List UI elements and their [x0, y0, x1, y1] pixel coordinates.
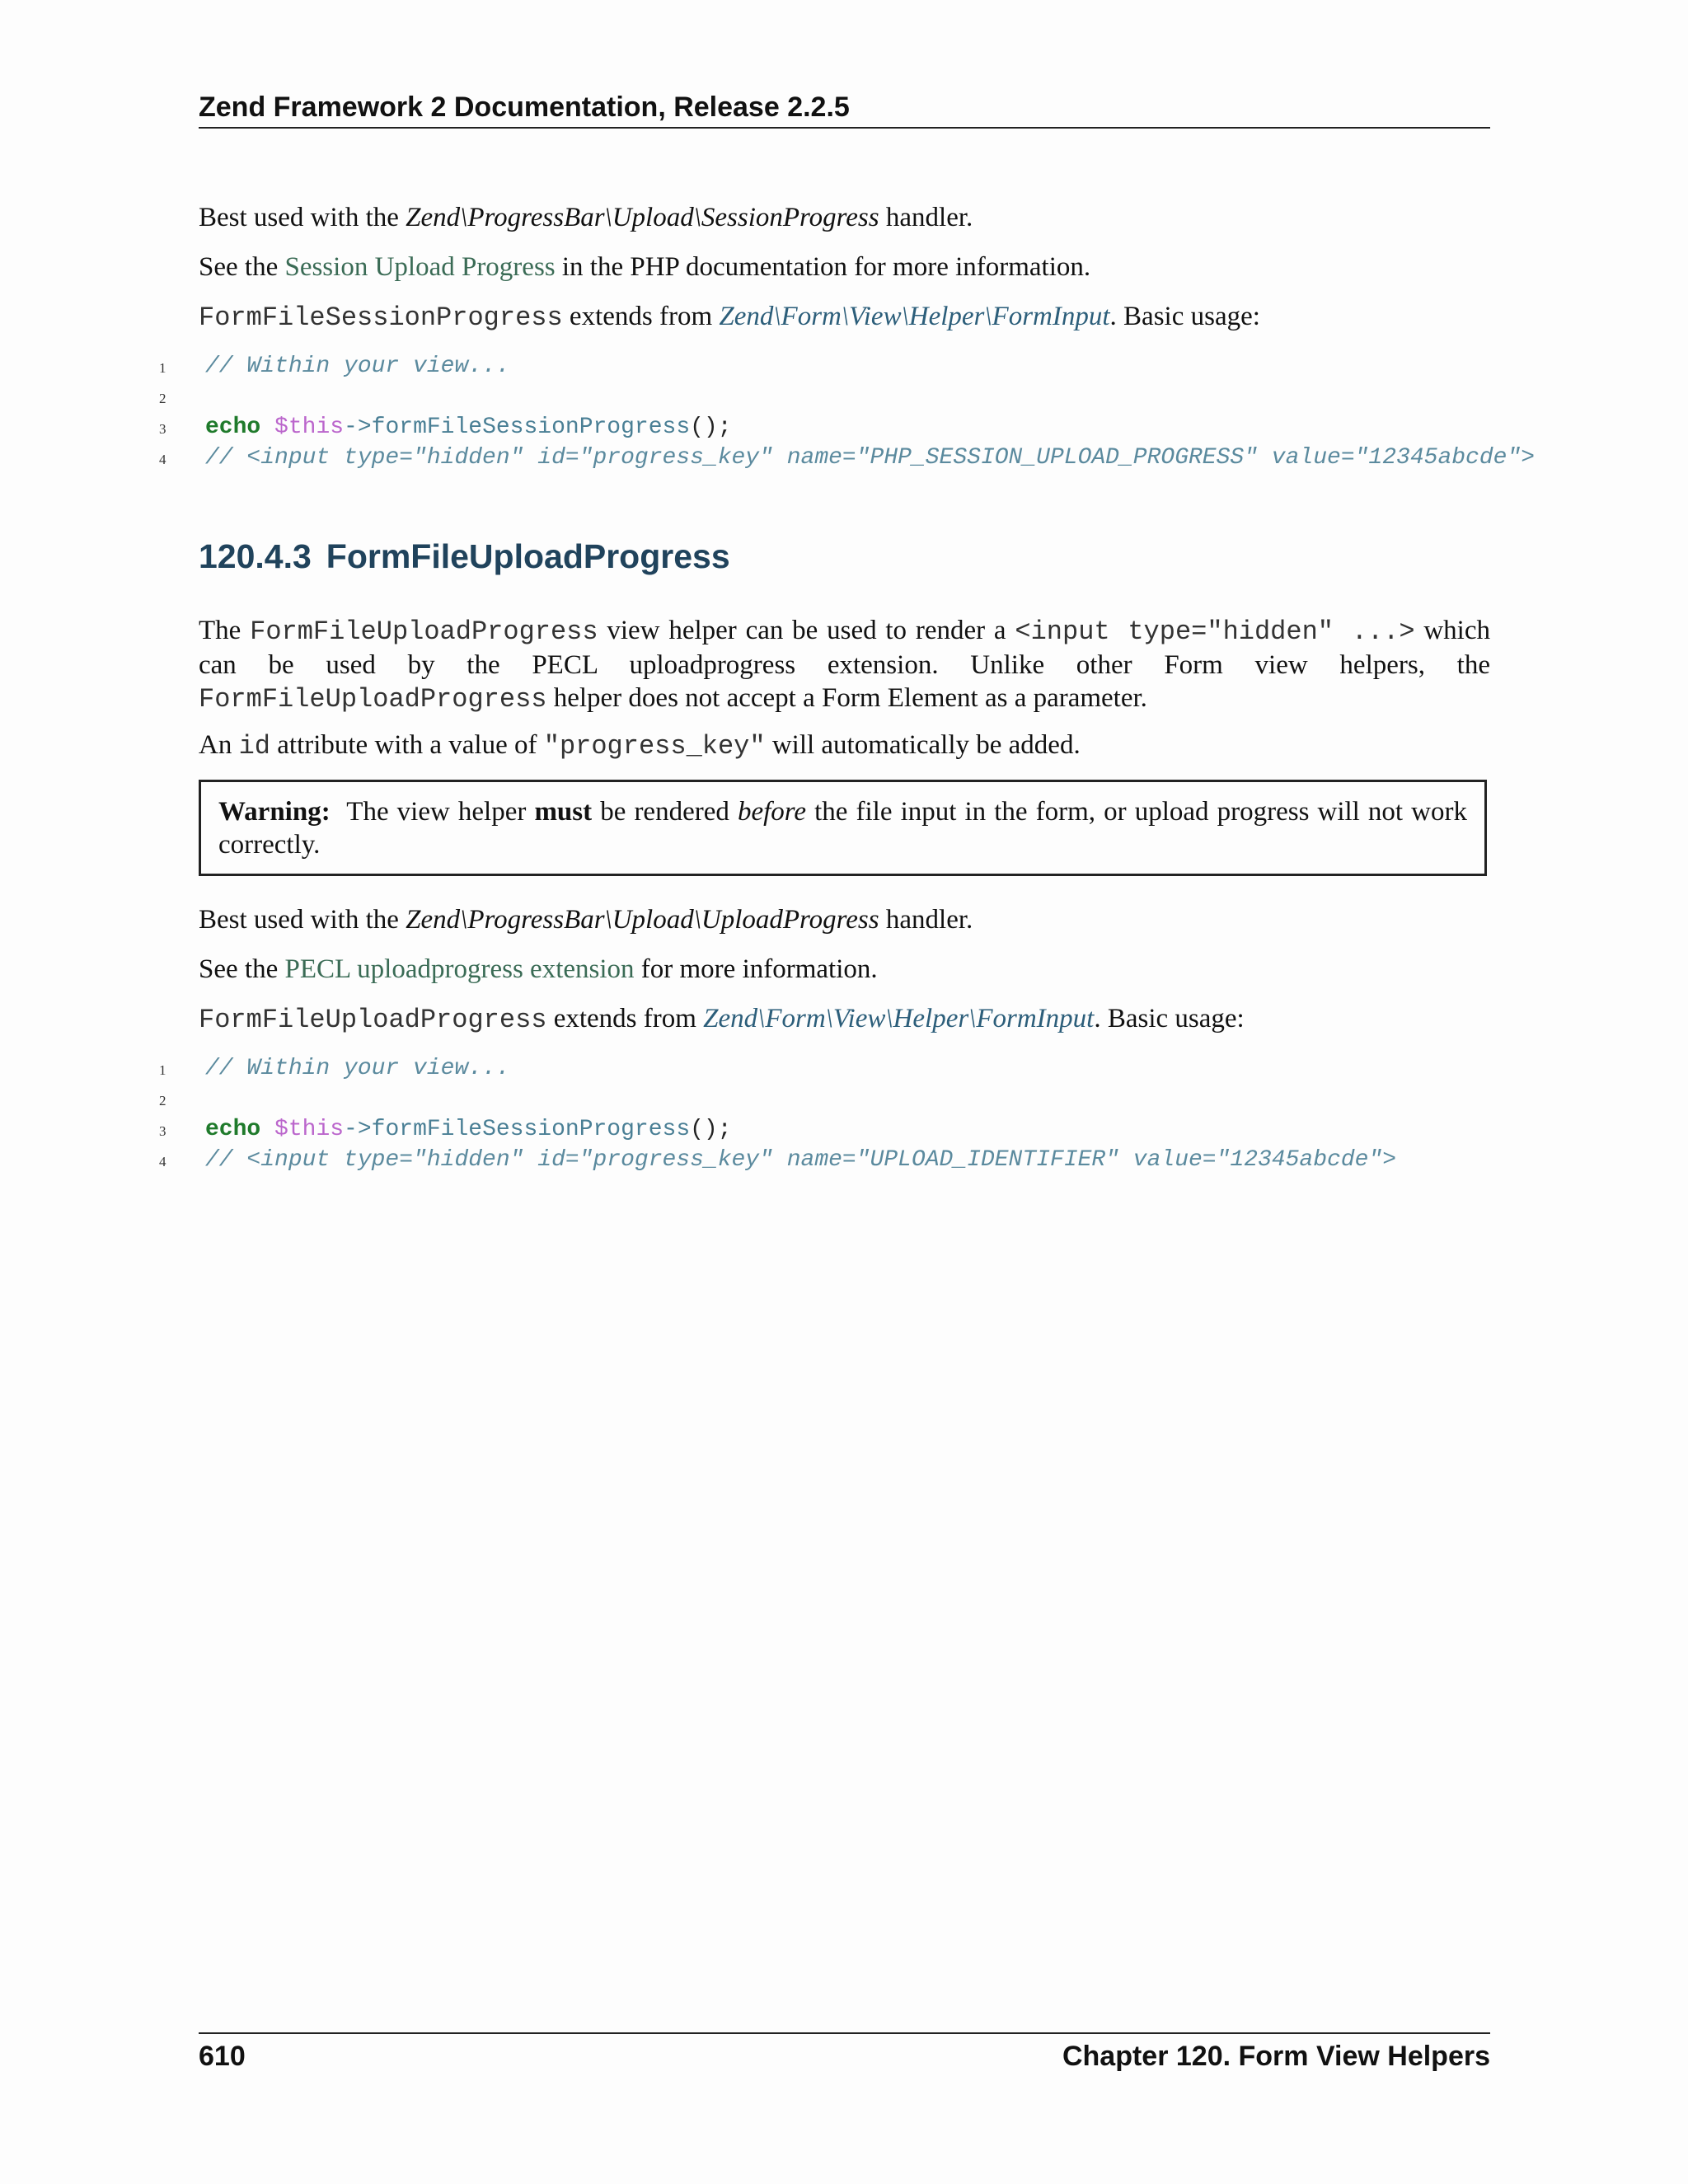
upload-see-also [199, 953, 1490, 986]
document-title: Zend Framework 2 Documentation, Release 2.2.5 [199, 91, 850, 123]
id-attr: id [238, 731, 270, 762]
code-keyword: echo [205, 1117, 261, 1142]
id-prefix: An [199, 730, 239, 760]
code-function: formFileSessionProgress [371, 415, 691, 440]
warning-text-mid: be rendered [592, 797, 738, 827]
line-number: 2 [159, 391, 166, 406]
session-best-used-prefix: Best used with the [199, 203, 406, 232]
upload-code-block [152, 1053, 1677, 1175]
code-comment: // Within your view... [205, 1056, 510, 1081]
warning-text-after: the file input in the form, or upload progress will not work correctly. [218, 797, 1467, 860]
upload-see-suffix: for more information. [634, 954, 878, 984]
id-suffix: will automatically be added. [765, 730, 1081, 760]
section-intro [199, 614, 1490, 716]
section-title: FormFileUploadProgress [326, 537, 730, 575]
code-variable: $this [274, 1117, 345, 1142]
id-mid: attribute with a value of [270, 730, 544, 760]
code-line [152, 1053, 1677, 1084]
code-comment: // <input type="hidden" id="progress_key" name="PHP_SESSION_UPLOAD_PROGRESS" value="12345abcde"> [205, 445, 1536, 471]
upload-see-prefix: See the [199, 954, 285, 984]
intro-the: The [199, 616, 251, 645]
session-extends-class: FormFileSessionProgress [199, 302, 563, 333]
warning-must: must [534, 797, 593, 827]
session-upload-progress-link[interactable]: Session Upload Progress [284, 252, 556, 282]
warning-text-before: The view helper [346, 797, 535, 827]
pecl-uploadprogress-link[interactable]: PECL uploadprogress extension [284, 954, 635, 984]
section-number: 120.4.3 [199, 537, 312, 575]
line-number: 3 [159, 1123, 166, 1139]
upload-extends-mid: extends from [546, 1004, 704, 1033]
code-comment: // <input type="hidden" id="progress_key" name="UPLOAD_IDENTIFIER" value="12345abcde"> [205, 1147, 1397, 1173]
intro-end: helper does not accept a Form Element as a parameter. [546, 683, 1147, 713]
intro-tag: <input type="hidden" ...> [1015, 616, 1415, 647]
line-number: 2 [159, 1093, 166, 1108]
code-line [152, 443, 1677, 473]
code-punctuation: (); [690, 1117, 732, 1142]
page-header [199, 91, 1490, 129]
upload-forminput-link[interactable]: Zend\Form\View\Helper\FormInput [703, 1004, 1095, 1033]
session-handler-name: Zend\ProgressBar\Upload\SessionProgress [406, 203, 879, 232]
code-arrow: -> [344, 1117, 372, 1142]
intro-class2: FormFileUploadProgress [199, 684, 547, 715]
code-variable: $this [274, 415, 345, 440]
upload-best-used-suffix: handler. [879, 905, 973, 935]
intro-mid: view helper can be used to render a [598, 616, 1015, 645]
code-function: formFileSessionProgress [371, 1117, 691, 1142]
code-keyword: echo [205, 415, 261, 440]
intro-class: FormFileUploadProgress [250, 616, 598, 647]
code-arrow: -> [344, 415, 372, 440]
upload-best-used-prefix: Best used with the [199, 905, 406, 935]
line-number: 1 [159, 1062, 166, 1078]
upload-extends [199, 1002, 1490, 1037]
warning-label: Warning: [218, 797, 331, 827]
code-line [152, 1084, 1677, 1114]
upload-extends-class: FormFileUploadProgress [199, 1005, 547, 1035]
upload-best-used [199, 903, 1490, 936]
page-number: 610 [199, 2041, 246, 2072]
session-see-also [199, 251, 1490, 284]
code-line [152, 1145, 1677, 1175]
warning-before: before [737, 797, 807, 827]
upload-extends-suffix: . Basic usage: [1094, 1004, 1245, 1033]
warning-box [199, 780, 1487, 876]
line-number: 4 [159, 1154, 166, 1169]
session-see-prefix: See the [199, 252, 285, 282]
line-number: 1 [159, 360, 166, 376]
session-forminput-link[interactable]: Zend\Form\View\Helper\FormInput [719, 302, 1110, 331]
code-line [152, 382, 1677, 412]
upload-handler-name: Zend\ProgressBar\Upload\UploadProgress [406, 905, 879, 935]
code-line [152, 1114, 1677, 1145]
intro-line2: which can be used by the PECL uploadprogress extension. Unlike other Form view helpers, the [199, 616, 1490, 680]
code-punctuation: (); [690, 415, 732, 440]
id-value: "progress_key" [543, 731, 766, 762]
session-code-block [152, 351, 1677, 473]
session-best-used-suffix: handler. [879, 203, 973, 232]
code-comment: // Within your view... [205, 354, 510, 379]
line-number: 3 [159, 421, 166, 437]
chapter-title: Chapter 120. Form View Helpers [1062, 2041, 1490, 2072]
session-see-suffix: in the PHP documentation for more information. [555, 252, 1091, 282]
code-line [152, 412, 1677, 443]
line-number: 4 [159, 452, 166, 467]
id-attribute-note [199, 729, 1490, 763]
code-line [152, 351, 1677, 382]
page-footer [199, 2032, 1490, 2073]
section-heading [199, 537, 730, 576]
session-extends-mid: extends from [562, 302, 720, 331]
session-extends [199, 300, 1490, 335]
session-best-used [199, 201, 1490, 234]
session-extends-suffix: . Basic usage: [1109, 302, 1260, 331]
